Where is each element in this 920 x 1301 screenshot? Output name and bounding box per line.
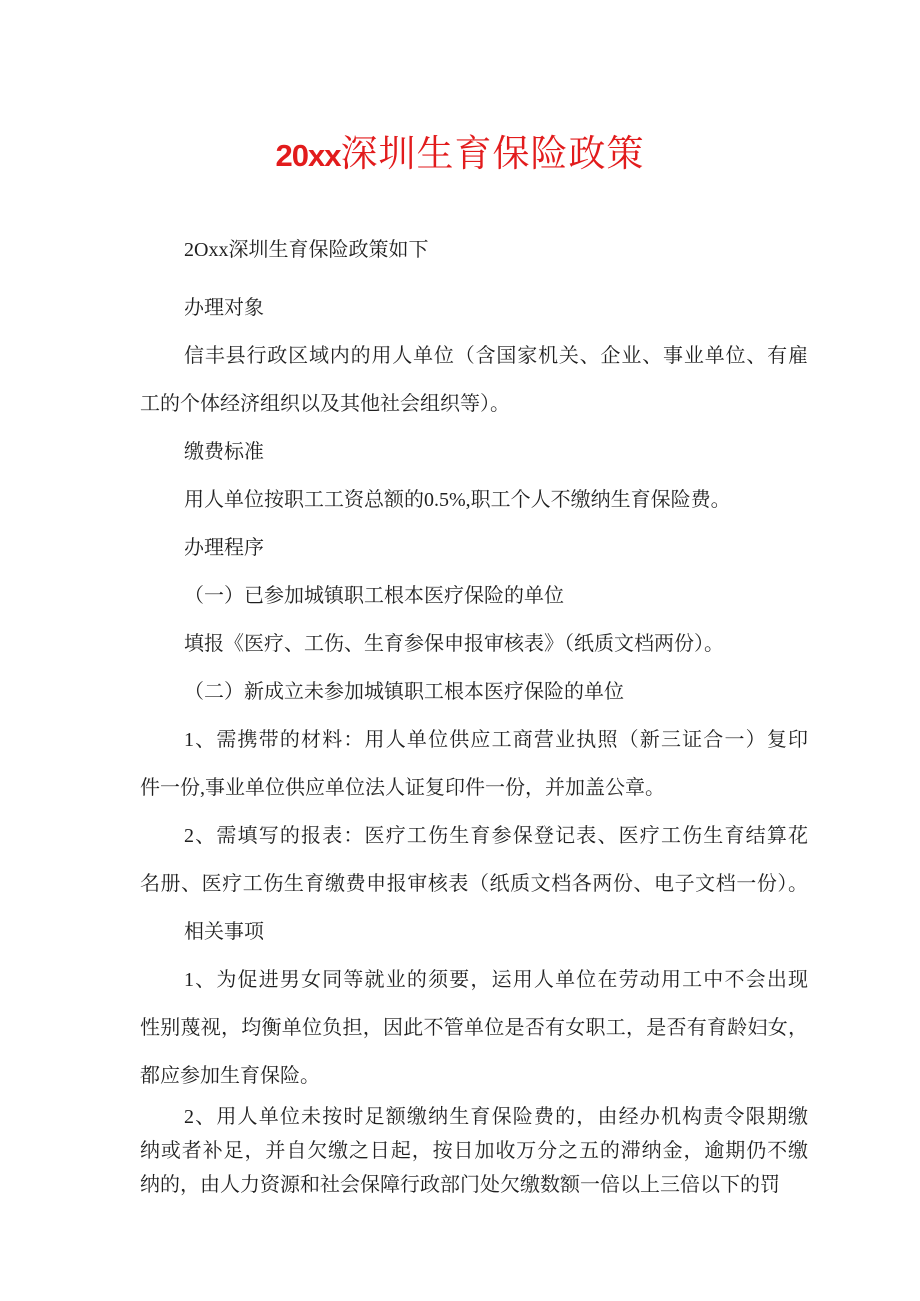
text-line: 名册、医疗工伤生育缴费申报审核表（纸质文档各两份、电子文档一份）。	[140, 873, 808, 895]
text-line: 1、为促进男女同等就业的须要，运用人单位在劳动用工中不会出现	[184, 969, 808, 991]
text-line: 2、需填写的报表：医疗工伤生育参保登记表、医疗工伤生育结算花	[184, 825, 808, 847]
text-line: 性别蔑视，均衡单位负担，因此不管单位是否有女职工，是否有育龄妇女，	[140, 1017, 808, 1039]
text-line: 办理对象	[184, 297, 264, 319]
text-line: 工的个体经济组织以及其他社会组织等）。	[140, 393, 510, 415]
text-line: 信丰县行政区域内的用人单位（含国家机关、企业、事业单位、有雇	[184, 345, 808, 367]
title-year-prefix: 20xx	[275, 138, 341, 173]
text-line: （二）新成立未参加城镇职工根本医疗保险的单位	[184, 681, 624, 703]
text-line: 都应参加生育保险。	[140, 1065, 320, 1087]
text-line: （一）已参加城镇职工根本医疗保险的单位	[184, 585, 564, 607]
text-line: 件一份,事业单位供应单位法人证复印件一份，并加盖公章。	[140, 777, 665, 799]
text-line: 相关事项	[184, 921, 264, 943]
text-line: 办理程序	[184, 537, 264, 559]
text-line: 填报《医疗、工伤、生育参保申报审核表》（纸质文档两份）。	[184, 633, 724, 655]
text-line: 2、用人单位未按时足额缴纳生育保险费的，由经办机构责令限期缴	[184, 1106, 808, 1128]
text-line: 缴费标准	[184, 441, 264, 463]
text-line: 用人单位按职工工资总额的0.5%,职工个人不缴纳生育保险费。	[184, 489, 731, 511]
text-line: 纳或者补足，并自欠缴之日起，按日加收万分之五的滞纳金，逾期仍不缴	[140, 1140, 808, 1162]
text-line: 2Oxx深圳生育保险政策如下	[184, 239, 429, 261]
document-title	[0, 132, 920, 178]
document-body	[140, 226, 808, 1202]
title-main-text: 深圳生育保险政策	[340, 134, 645, 175]
text-line: 1、需携带的材料：用人单位供应工商营业执照（新三证合一）复印	[184, 729, 808, 751]
text-line: 纳的，由人力资源和社会保障行政部门处欠缴数额一倍以上三倍以下的罚	[140, 1174, 780, 1196]
